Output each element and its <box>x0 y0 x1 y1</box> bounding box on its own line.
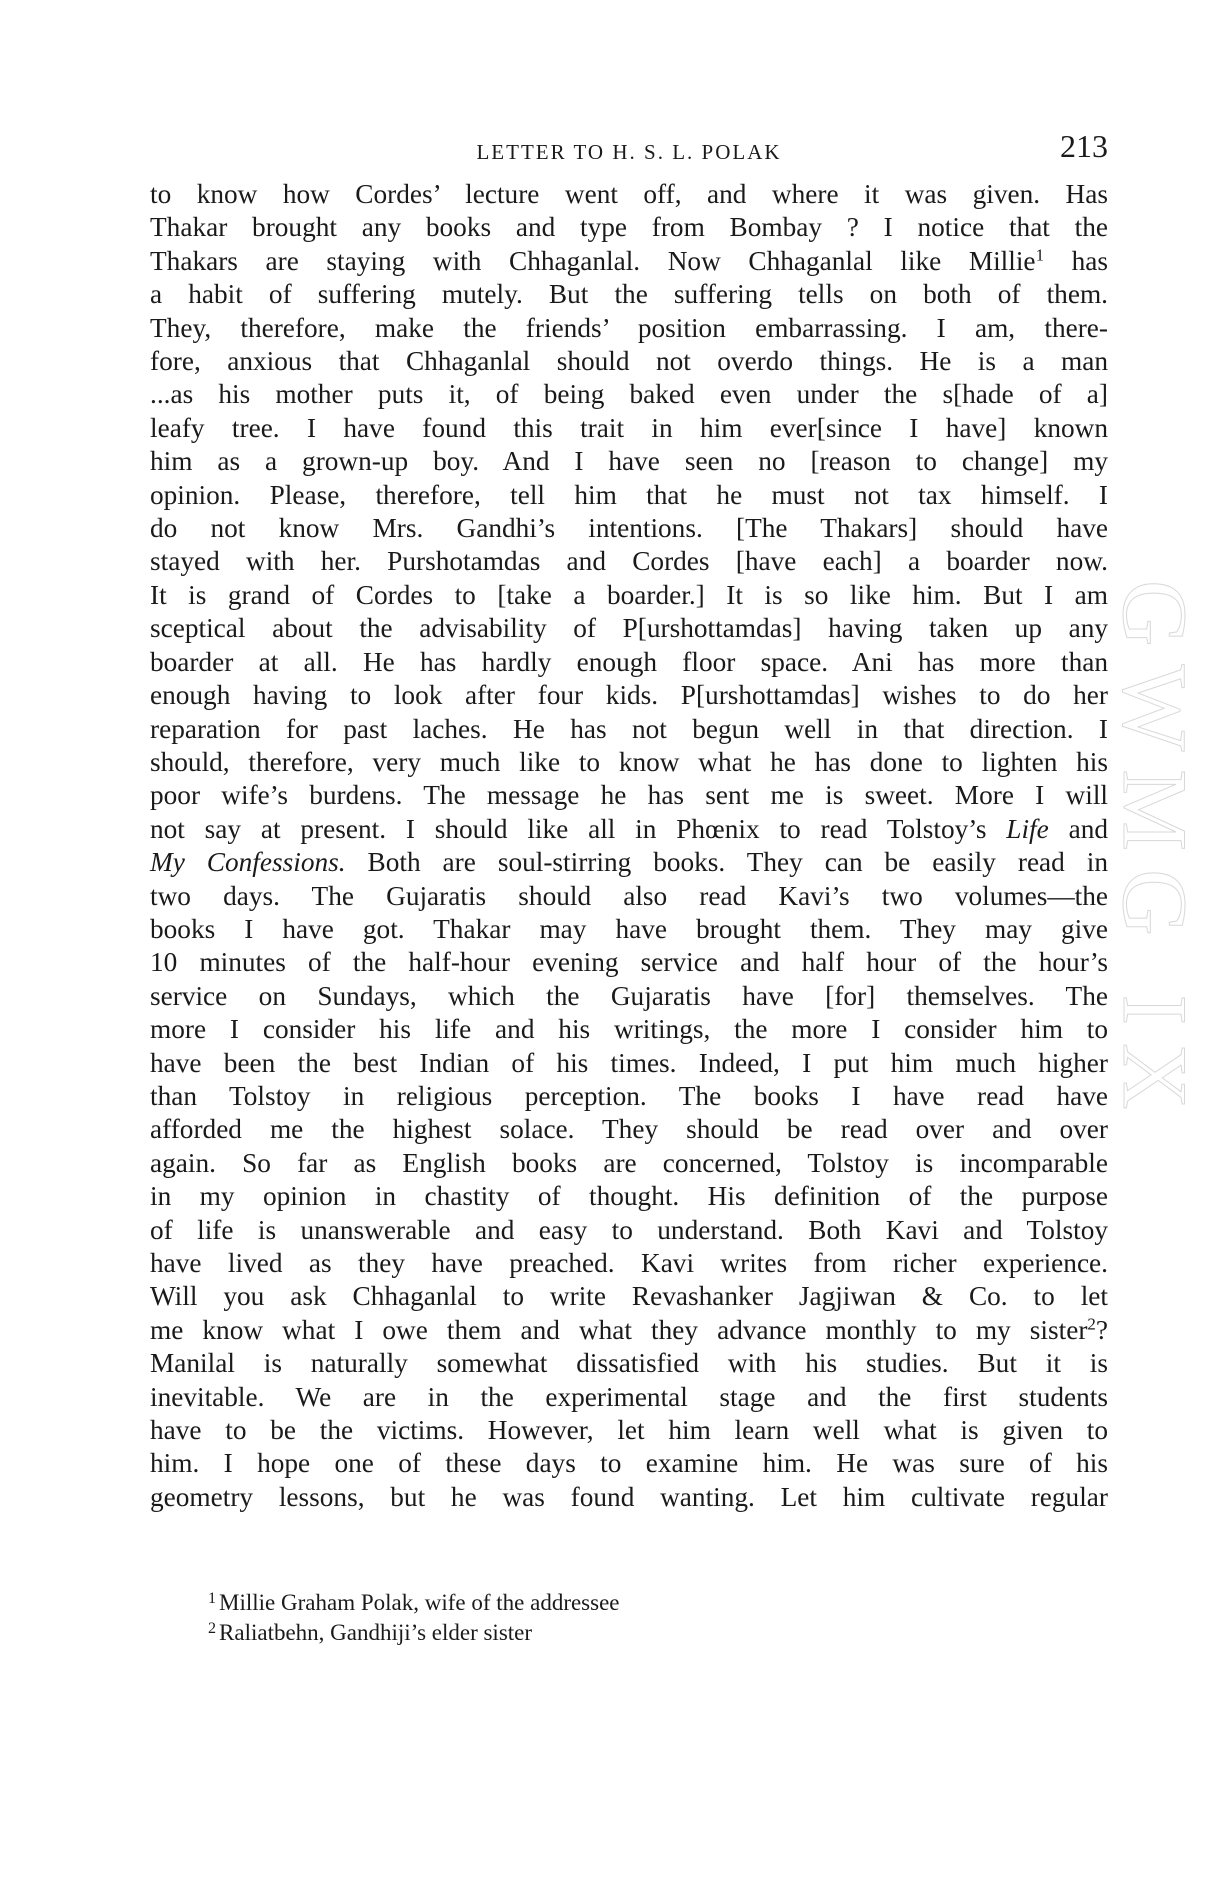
page-number: 213 <box>1060 128 1108 164</box>
footnote-marker: 1 <box>1035 245 1045 265</box>
text-line: have been the best Indian of his times. Indeed, I put him much higher <box>150 1047 1108 1078</box>
text-line: books I have got. Thakar may have brought them. They may give <box>150 913 1108 944</box>
book-title-life: Life <box>1006 813 1049 844</box>
text-line: service on Sundays, which the Gujaratis have [for] themselves. The <box>150 980 1108 1011</box>
text-line: They, therefore, make the friends’ position embarrassing. I am, there- <box>150 312 1108 343</box>
footnote-marker: 2 <box>208 1619 217 1637</box>
text-line <box>150 813 1108 846</box>
text-line <box>150 846 1108 879</box>
text-segment: Both are soul-stirring books. They can be easily read in <box>367 847 1108 878</box>
text-line: opinion. Please, therefore, tell him that he must not tax himself. I <box>150 479 1108 510</box>
text-line: again. So far as English books are concerned, Tolstoy is incomparable <box>150 1147 1108 1178</box>
text-segment: has <box>1071 245 1108 276</box>
text-line: than Tolstoy in religious perception. The books I have read have <box>150 1080 1108 1111</box>
text-line: Manilal is naturally somewhat dissatisfied with his studies. But it is <box>150 1348 1108 1379</box>
text-line: stayed with her. Purshotamdas and Cordes [have each] a boarder now. <box>150 546 1108 577</box>
text-line: enough having to look after four kids. P[urshottamdas] wishes to do her <box>150 680 1108 711</box>
footnote-text: Raliatbehn, Gandhiji’s elder sister <box>219 1620 533 1645</box>
text-line: afforded me the highest solace. They should be read over and over <box>150 1114 1108 1145</box>
text-segment: and <box>1068 813 1108 844</box>
text-line: more I consider his life and his writings, the more I consider him to <box>150 1014 1108 1045</box>
letter-body <box>150 178 1108 1514</box>
text-line: do not know Mrs. Gandhi’s intentions. [The Thakars] should have <box>150 513 1108 544</box>
text-line: him. I hope one of these days to examine him. He was sure of his <box>150 1448 1108 1479</box>
running-title: LETTER TO H. S. L. POLAK <box>476 140 782 164</box>
text-line: poor wife’s burdens. The message he has sent me is sweet. More I will <box>150 780 1108 811</box>
text-line: geometry lessons, but he was found wanting. Let him cultivate regular <box>150 1481 1108 1512</box>
text-line: boarder at all. He has hardly enough floor space. Ani has more than <box>150 646 1108 677</box>
text-line: to know how Cordes’ lecture went off, and where it was given. Has <box>150 179 1108 209</box>
text-line: have lived as they have preached. Kavi writes from richer experience. <box>150 1248 1108 1278</box>
footnote-2 <box>208 1618 908 1648</box>
text-line: a habit of suffering mutely. But the suffering tells on both of them. <box>150 279 1108 310</box>
text-line <box>150 245 1108 278</box>
text-segment: me know what I owe them and what they advance monthly to my sister <box>150 1314 1088 1345</box>
text-line: of life is unanswerable and easy to understand. Both Kavi and Tolstoy <box>150 1214 1108 1245</box>
footnotes <box>208 1588 908 1648</box>
text-line: 10 minutes of the half-hour evening service and half hour of the hour’s <box>150 947 1108 978</box>
text-line <box>150 1314 1108 1347</box>
text-line: in my opinion in chastity of thought. His definition of the purpose <box>150 1181 1108 1212</box>
text-line: It is grand of Cordes to [take a boarder.] It is so like him. But I am <box>150 579 1108 610</box>
text-segment: Thakars are staying with Chhaganlal. Now Chhaganlal like Millie <box>150 245 1036 276</box>
running-head <box>150 124 1108 184</box>
text-line: him as a grown-up boy. And I have seen no [reason to change] my <box>150 446 1108 477</box>
text-line: reparation for past laches. He has not begun well in that direction. I <box>150 713 1108 744</box>
text-segment: not say at present. I should like all in Phœnix to read Tolstoy’s <box>150 813 987 844</box>
text-line: should, therefore, very much like to know what he has done to lighten his <box>150 746 1108 777</box>
footnote-text: Millie Graham Polak, wife of the addressee <box>219 1590 620 1615</box>
text-line: sceptical about the advisability of P[urshottamdas] having taken up any <box>150 613 1108 644</box>
text-line: Thakar brought any books and type from Bombay ? I notice that the <box>150 212 1108 243</box>
footnote-marker: 1 <box>208 1589 217 1607</box>
footnote-marker: 2 <box>1087 1314 1096 1334</box>
book-title-confessions: My Confessions. <box>150 847 346 878</box>
text-line: leafy tree. I have found this trait in him ever[since I have] known <box>150 412 1108 443</box>
text-line: ...as his mother puts it, of being baked even under the s[hade of a] <box>150 379 1108 410</box>
text-line: inevitable. We are in the experimental stage and the first students <box>150 1381 1108 1412</box>
text-line: two days. The Gujaratis should also read Kavi’s two volumes—the <box>150 880 1108 911</box>
watermark: GWMG IX <box>1104 580 1206 1128</box>
text-segment: ? <box>1095 1314 1108 1345</box>
footnote-1 <box>208 1588 908 1618</box>
text-line: fore, anxious that Chhaganlal should not overdo things. He is a man <box>150 346 1108 377</box>
text-line: have to be the victims. However, let him learn well what is given to <box>150 1415 1108 1446</box>
text-line: Will you ask Chhaganlal to write Revashanker Jagjiwan & Co. to let <box>150 1281 1108 1312</box>
